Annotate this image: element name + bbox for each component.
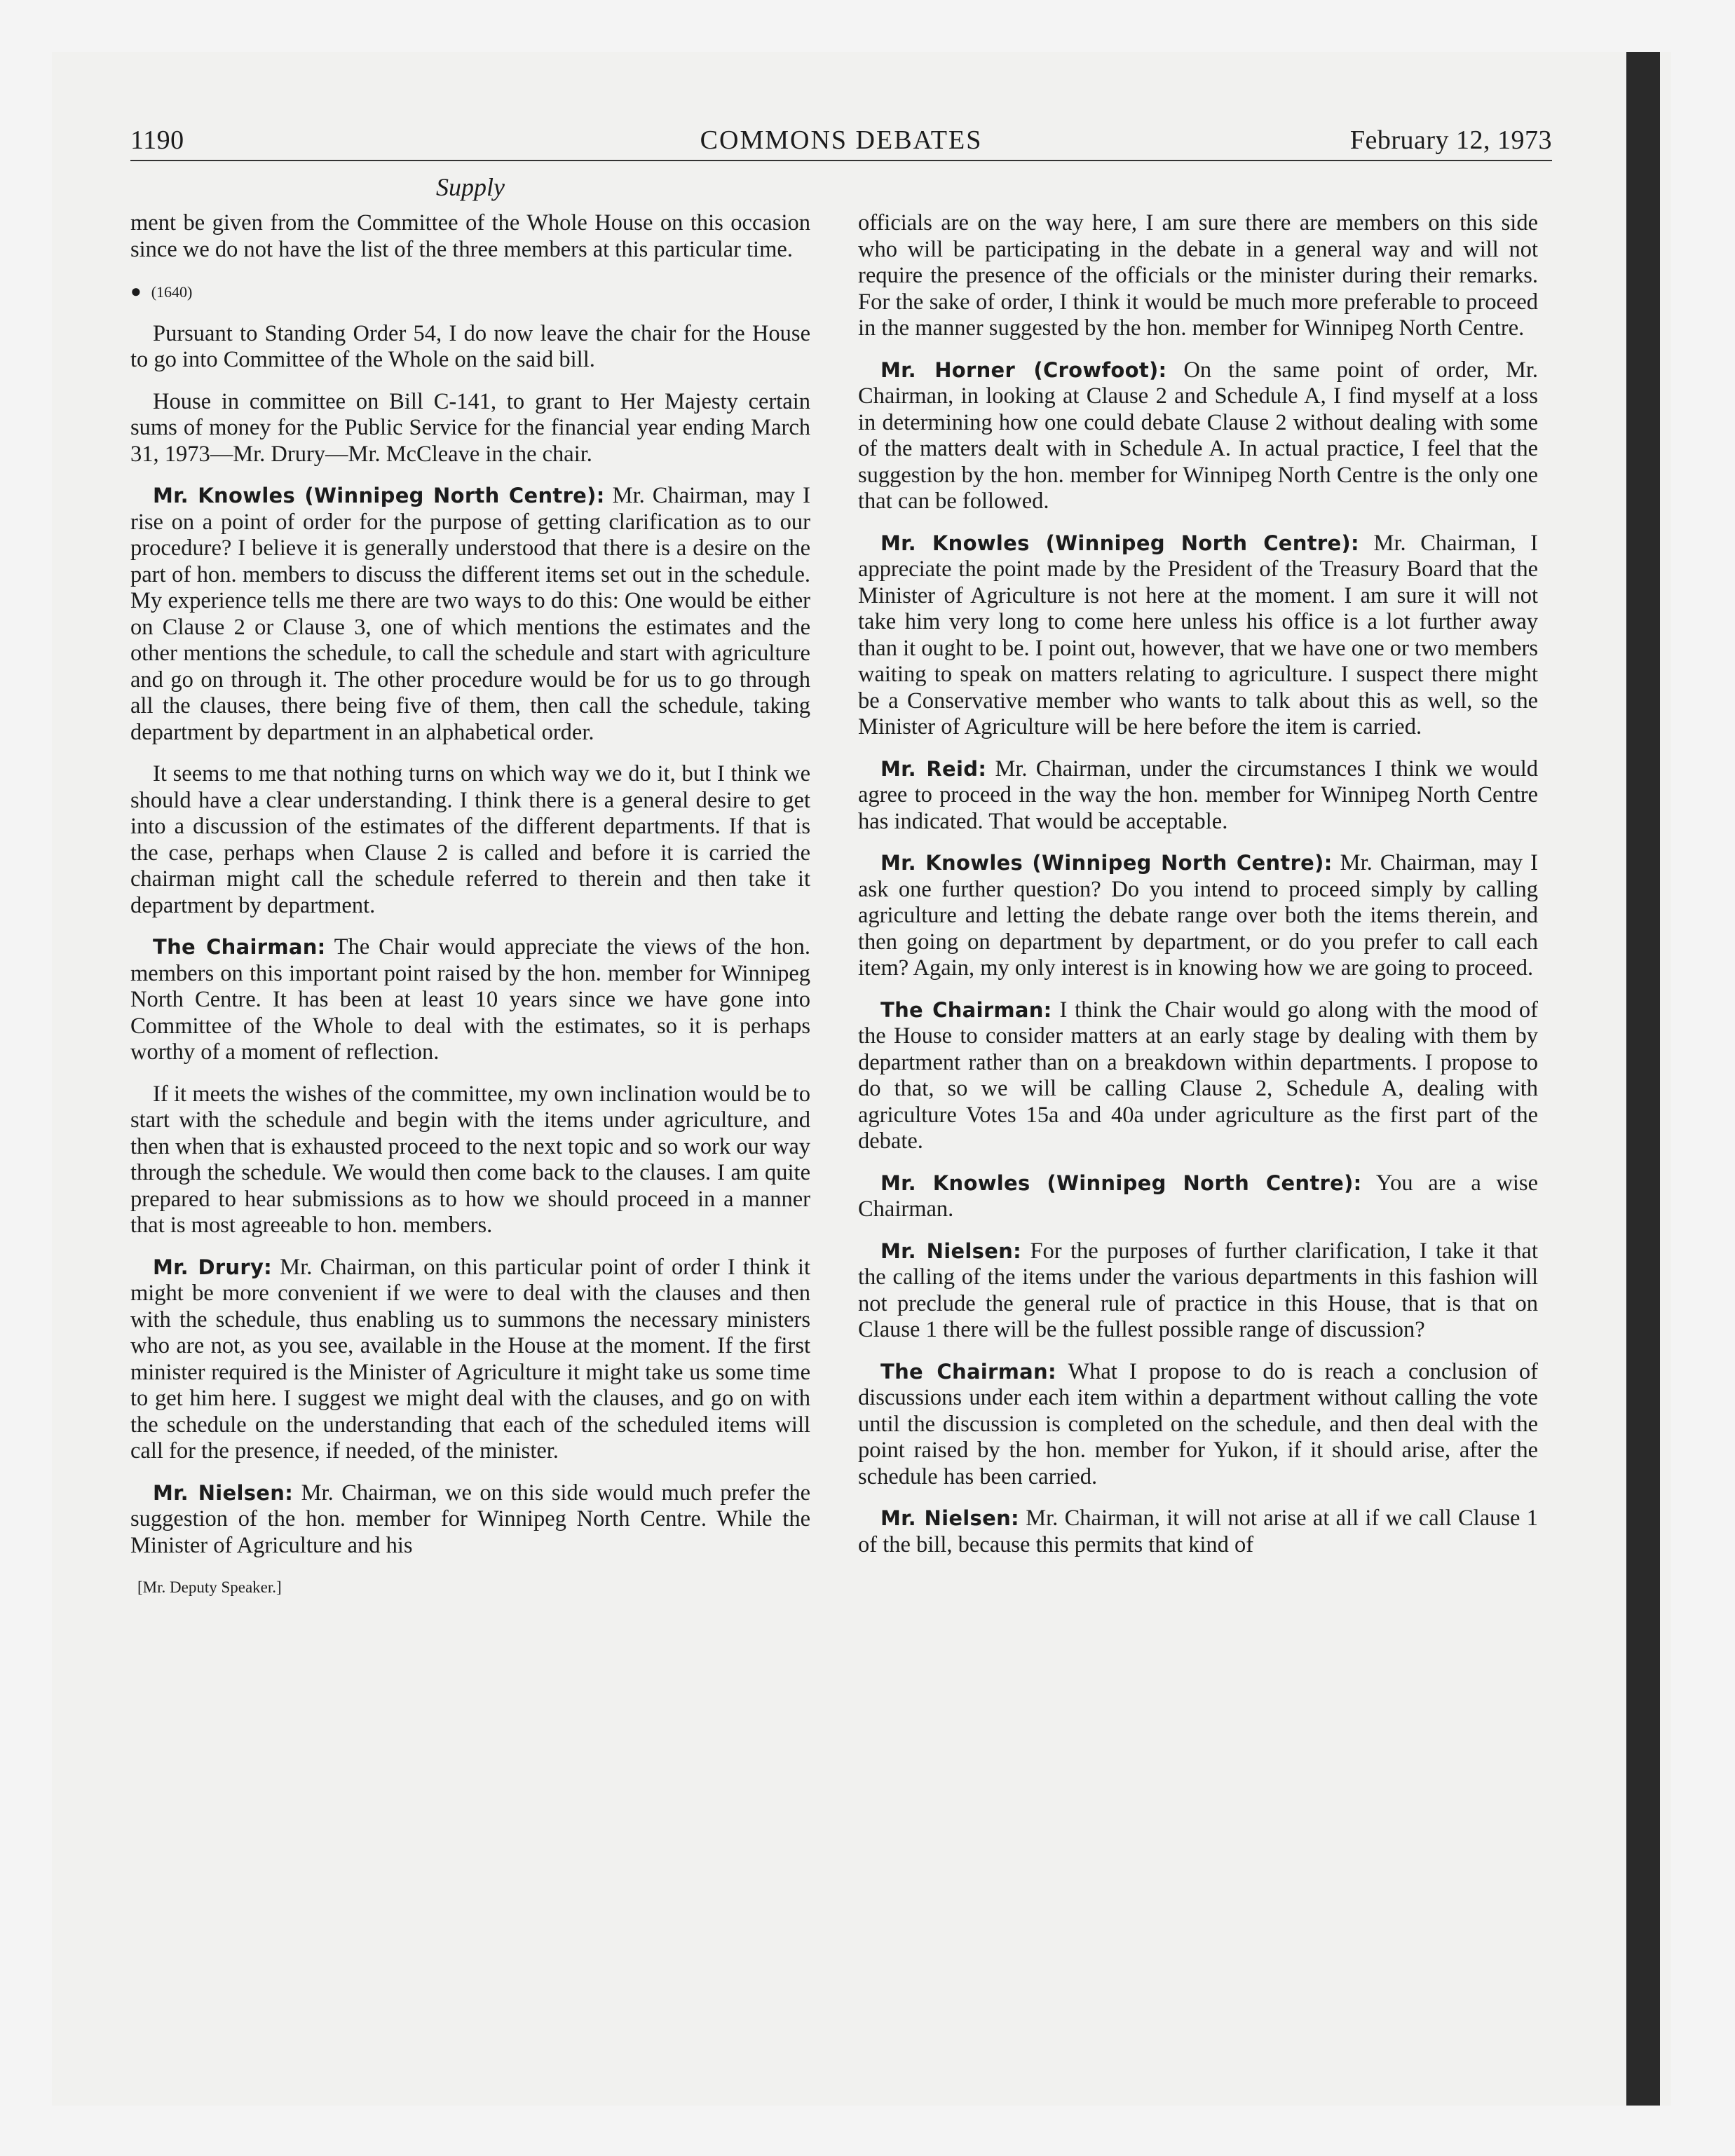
speaker-name: Mr. Nielsen: — [153, 1480, 294, 1505]
speech-text: Mr. Chairman, it will not arise at all if we call Clause 1 of the bill, because this permits that kind of — [858, 1506, 1539, 1557]
speech-text: You are a wise Chairman. — [858, 1170, 1538, 1222]
speaker-name: The Chairman: — [880, 997, 1052, 1022]
scan-edge — [1626, 52, 1660, 2106]
time-marker — [130, 278, 810, 306]
speech — [858, 997, 1538, 1155]
speaker-name: Mr. Knowles (Winnipeg North Centre): — [880, 531, 1359, 555]
paragraph: officials are on the way here, I am sure there are members on this side who will be participating in the debate in a general way and will not require the presence of the officials or the minister during their remarks. For the sake of order, I think it would be much more preferable to proceed in the manner suggested by the hon. member for Winnipeg North Centre. — [858, 210, 1538, 341]
paragraph: If it meets the wishes of the committee, my own inclination would be to start with the schedule and begin with the items under agriculture, and then when that is exhausted proceed to the next topic and so work our way through the schedule. We would then come back to the clauses. I am quite prepared to hear submissions as to how we should proceed in a manner that is most agreeable to hon. members. — [130, 1081, 810, 1238]
speech-text: What I propose to do is reach a conclusion of discussions under each item within a department without calling the vote until the discussion is completed on the schedule, and then deal with the point raised by the hon. member for Yukon, if it should arise, after the schedule has been carried. — [858, 1358, 1538, 1489]
speech-text: The Chair would appreciate the views of the hon. members on this important point raised by the hon. member for Winnipeg North Centre. It has been at least 10 years since we have gone into Committee of the Whole to deal with the estimates, so it is perhaps worthy of a moment of reflection. — [130, 934, 810, 1065]
bracket-note: [Mr. Deputy Speaker.] — [137, 1578, 282, 1596]
speech-text: I think the Chair would go along with the mood of the House to consider matters at an early stage by dealing with them by department rather than on a breakdown within departments. I propose to do that, so we will be calling Clause 2, Schedule A, dealing with agriculture Votes 15a and 40a under agriculture as the first part of the debate. — [858, 997, 1538, 1154]
publication-title: COMMONS DEBATES — [700, 125, 983, 155]
page-number: 1190 — [130, 125, 184, 155]
page-header — [130, 121, 1552, 161]
time-marker-text: (1640) — [151, 283, 193, 301]
speech-text: Mr. Chairman, may I ask one further question? Do you intend to proceed simply by calling agriculture and letting the debate range over both the items therein, and then going on department by department, or do you prefer to call each item? Again, my only interest is in knowing how we are going to proceed. — [858, 850, 1538, 981]
speech — [130, 1255, 810, 1465]
speech — [858, 756, 1538, 835]
paragraph: House in committee on Bill C-141, to grant to Her Majesty certain sums of money for the Public Service for the financial year ending March 31, 1973—Mr. Drury—Mr. McCleave in the chair. — [130, 388, 810, 467]
speech — [858, 1359, 1538, 1491]
speaker-name: Mr. Nielsen: — [880, 1506, 1019, 1530]
speaker-name: Mr. Horner (Crowfoot): — [880, 357, 1167, 382]
speech-text: For the purposes of further clarification, I take it that the calling of the items under the various departments in this fashion will not preclude the general rule of practice in this House, that is that on Clause 1 there will be the fullest possible range of discussion? — [858, 1238, 1538, 1342]
running-head: Supply — [436, 173, 505, 201]
right-column — [858, 210, 1538, 1574]
speaker-name: Mr. Reid: — [880, 756, 987, 781]
speech-text: Mr. Chairman, on this particular point of order I think it might be more convenient if we were to deal with the clauses and then with the schedule, thus enabling us to summons the necessary ministers who are not, as you see, available in the House at the moment. If the first minister required is the Minister of Agriculture it might take us some time to get him here. I suggest we might deal with the clauses, and go on with the schedule on the understanding that each of the scheduled items will call for the presence, if needed, of the minister. — [130, 1254, 810, 1464]
speech — [858, 531, 1538, 741]
paragraph: It seems to me that nothing turns on which way we do it, but I think we should have a clear understanding. I think there is a general desire to get into a discussion of the estimates of the different departments. If that is the case, perhaps when Clause 2 is called and before it is carried the chairman might call the schedule referred to therein and then take it department by department. — [130, 761, 810, 918]
speech-text: Mr. Chairman, I appreciate the point made by the President of the Treasury Board that the Minister of Agriculture is not here at the moment. I am sure it will not take him very long to come here unless his office is a lot further away than it ought to be. I point out, however, that we have one or two members waiting to speak on matters relating to agriculture. I suspect there might be a Conservative member who wants to talk about this as well, so the Minister of Agriculture will be here before the item is carried. — [858, 530, 1538, 739]
speech — [130, 1480, 810, 1560]
paragraph: Pursuant to Standing Order 54, I do now leave the chair for the House to go into Committee of the Whole on the said bill. — [130, 320, 810, 372]
left-column — [130, 210, 810, 1601]
speech-text: On the same point of order, Mr. Chairman, in looking at Clause 2 and Schedule A, I find myself at a loss in determining how one could debate Clause 2 without dealing with some of the matters dealt with in Schedule A. In actual practice, I feel that the suggestion by the hon. member for Winnipeg North Centre is the only one that can be followed. — [858, 357, 1539, 514]
paragraph: ment be given from the Committee of the Whole House on this occasion since we do not have the list of the three members at this particular time. — [130, 210, 810, 262]
speech — [858, 1506, 1538, 1558]
speaker-name: Mr. Knowles (Winnipeg North Centre): — [153, 484, 605, 507]
publication-date: February 12, 1973 — [1349, 125, 1552, 155]
speaker-name: Mr. Knowles (Winnipeg North Centre): — [880, 851, 1333, 875]
speaker-name: The Chairman: — [880, 1359, 1056, 1384]
speech — [130, 483, 810, 746]
speech — [130, 934, 810, 1066]
speech — [858, 1171, 1538, 1223]
speech-text: Mr. Chairman, under the circumstances I think we would agree to proceed in the way the hon. member for Winnipeg North Centre has indicated. That would be acceptable. — [858, 756, 1538, 834]
speaker-name: Mr. Drury: — [153, 1255, 273, 1279]
bullet-icon: ● — [130, 281, 142, 301]
speaker-name: Mr. Nielsen: — [880, 1239, 1022, 1263]
speech-text: Mr. Chairman, may I rise on a point of order for the purpose of getting clarification as to our procedure? I believe it is generally understood that there is a desire on the part of hon. members to discuss the different items set out in the schedule. My experience tells me there are two ways to do this: One would be either on Clause 2 or Clause 3, one of which mentions the estimates and the other mentions the schedule, to call the schedule and start with agriculture and go on through it. The other procedure would be for us to go through all the clauses, there being five of them, then call the schedule, taking department by department in an alphabetical order. — [130, 483, 810, 745]
speech-text: Mr. Chairman, we on this side would much prefer the suggestion of the hon. member for Winnipeg North Centre. While the Minister of Agriculture and his — [130, 1480, 810, 1558]
speech — [858, 850, 1538, 982]
speech — [858, 357, 1538, 515]
speech — [858, 1239, 1538, 1344]
speaker-name: Mr. Knowles (Winnipeg North Centre): — [880, 1171, 1362, 1195]
speaker-name: The Chairman: — [153, 935, 326, 959]
